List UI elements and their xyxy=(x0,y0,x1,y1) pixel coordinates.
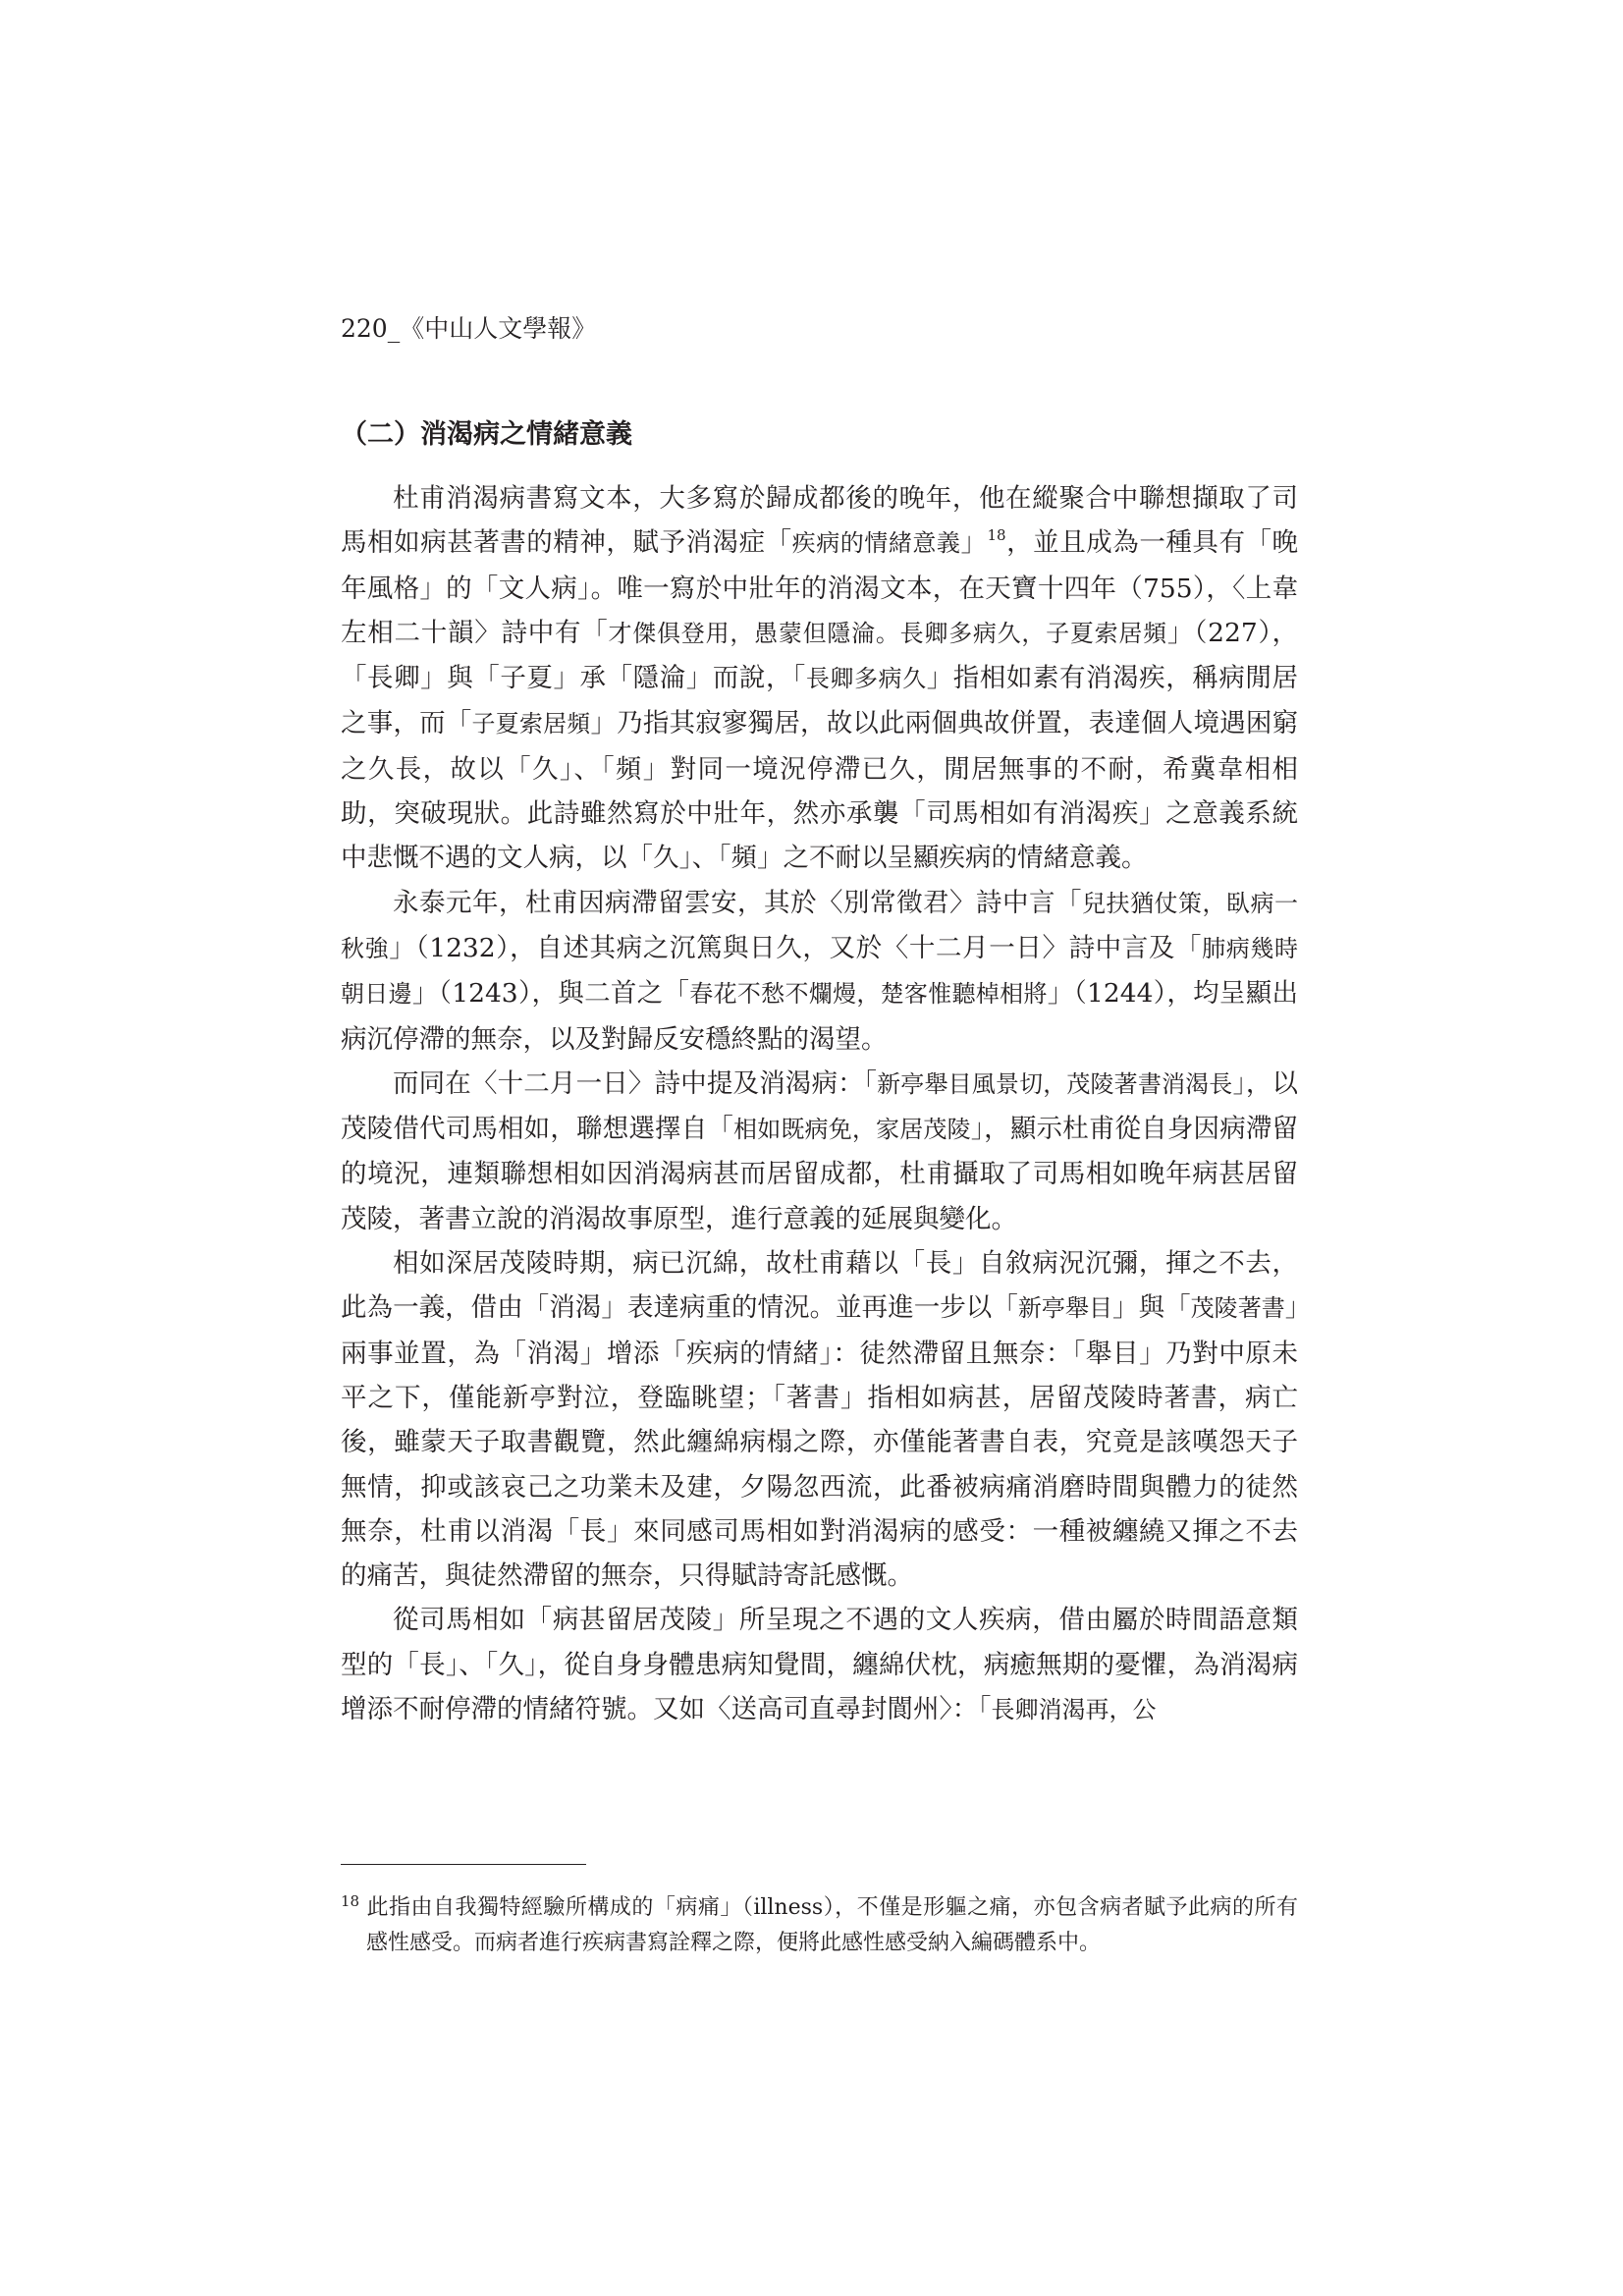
text-run: 從司馬相如「病甚留居茂陵」所呈現之不遇的文人疾病，借由屬於時間語意類型的「長」、「久」，從自身身體患病知覺間，纏綿伏枕，病癒無期的憂懼，為消渴病增添不耐停滯的情緒符號。又如〈送高司直尋封閬州〉：「 xyxy=(341,1605,1298,1725)
text-run: 」（227），「長卿」與「子夏」承「隱淪」而說，「 xyxy=(341,617,1299,694)
quotation: 相如既病免，家居茂陵 xyxy=(733,1116,971,1144)
body-text xyxy=(341,476,1298,1732)
text-run: 」（1232），自述其病之沉篤與日久，又於〈十二月一日〉詩中言及「 xyxy=(389,932,1203,963)
text-run: 相如深居茂陵時期，病已沉綿，故杜甫藉以「長」自敘病況沉彌，揮之不去，此為一義，借由「消渴」表達病重的情況。並再進一步以「 xyxy=(341,1248,1298,1324)
quotation: 疾病的情緒意義 xyxy=(791,529,961,558)
footnote-ref: 18 xyxy=(987,526,1006,545)
text-run: ，並且成為一種具有「晚年風格」的「文人病」。唯一寫於中壯年的消渴文本，在天寶十四年（755），〈上韋左相二十韻〉詩中有「 xyxy=(341,527,1299,648)
text-run: 」指相如素有消渴疾，稱病閒居之事，而「 xyxy=(341,663,1298,739)
footnote-18: 18 此指由自我獨特經驗所構成的「病痛」（illness），不僅是形軀之痛，亦包含病者賦予此病的所有感性感受。而病者進行疾病書寫詮釋之際，便將此感性感受納入編碼體系中。 xyxy=(341,1892,1298,1955)
body-paragraph xyxy=(341,1062,1298,1241)
quotation: 長卿多病久 xyxy=(805,665,927,693)
quotation: 肺病幾時朝日邊 xyxy=(341,934,1299,1009)
text-run: 」 xyxy=(960,527,988,559)
text-run: 」（1244），均呈顯出病沉停滯的無奈，以及對歸反安穩終點的渴望。 xyxy=(341,978,1298,1055)
text-run: 永泰元年，杜甫因病滯留雲安，其於〈別常徵君〉詩中言「 xyxy=(393,887,1082,918)
text-run: 而同在〈十二月一日〉詩中提及消渴病：「 xyxy=(393,1067,878,1099)
text-run: 」乃指其寂寥獨居，故以此兩個典故併置，表達個人境遇困窮之久長，故以「久」、「頻」對同一境況停滯已久，閒居無事的不耐，希冀韋相相助，突破現狀。此詩雖然寫於中壯年，然亦承襲「司馬相如有消渴疾」之意義系統中悲慨不遇的文人病，以「久」、「頻」之不耐以呈顯疾病的情緒意義。 xyxy=(341,708,1299,874)
text-run: 」，以茂陵借代司馬相如，聯想選擇自「 xyxy=(341,1067,1299,1145)
quotation: 新亭舉目 xyxy=(1017,1294,1113,1323)
text-run: 」（1243），與二首之「 xyxy=(411,978,690,1010)
text-run: 杜甫消渴病書寫文本，大多寫於歸成都後的晚年，他在縱聚合中聯想擷取了司馬相如病甚著書的精神，賦予消渴症「 xyxy=(341,483,1298,559)
body-paragraph xyxy=(341,476,1298,881)
quotation: 春花不愁不爛熳，楚客惟聽棹相將 xyxy=(689,980,1048,1009)
text-run: 」與「 xyxy=(1112,1292,1191,1324)
text-run: 」兩事並置，為「消渴」增添「疾病的情緒」：徒然滯留且無奈：「舉目」乃對中原未平之下，僅能新亭對泣，登臨眺望；「著書」指相如病甚，居留茂陵時著書，病亡後，雖蒙天子取書觀覽，然此纏綿病榻之際，亦僅能著書自表，究竟是該嘆怨天子無情，抑或該哀己之功業未及建，夕陽忽西流，此番被病痛消磨時間與體力的徒然無奈，杜甫以消渴「長」來同感司馬相如對消渴病的感受：一種被纏繞又揮之不去的痛苦，與徒然滯留的無奈，只得賦詩寄託感慨。 xyxy=(341,1292,1299,1592)
footnote-text: 此指由自我獨特經驗所構成的「病痛」（illness），不僅是形軀之痛，亦包含病者賦予此病的所有感性感受。而病者進行疾病書寫詮釋之際，便將此感性感受納入編碼體系中。 xyxy=(366,1895,1298,1955)
running-head: 220_《中山人文學報》 xyxy=(341,314,597,343)
body-paragraph xyxy=(341,1241,1298,1598)
footnote-divider xyxy=(341,1864,586,1865)
body-paragraph xyxy=(341,881,1298,1062)
quotation: 茂陵著書 xyxy=(1190,1294,1285,1323)
quotation: 新亭舉目風景切，茂陵著書消渴長 xyxy=(877,1069,1233,1098)
section-heading: （二）消渴病之情緒意義 xyxy=(341,419,632,450)
body-paragraph xyxy=(341,1598,1298,1732)
quotation: 兒扶猶仗策，臥病一秋強 xyxy=(341,889,1298,962)
text-run: 」，顯示杜甫從自身因病滯留的境況，連類聯想相如因消渴病甚而居留成都，杜甫攝取了司馬相如晚年病甚居留茂陵，著書立說的消渴故事原型，進行意義的延展與變化。 xyxy=(341,1114,1299,1234)
quotation: 子夏索居頻 xyxy=(471,710,591,738)
quotation: 長卿消渴再，公 xyxy=(991,1696,1157,1724)
quotation: 才傑俱登用，愚蒙但隱淪。長卿多病久，子夏索居頻 xyxy=(608,619,1167,647)
